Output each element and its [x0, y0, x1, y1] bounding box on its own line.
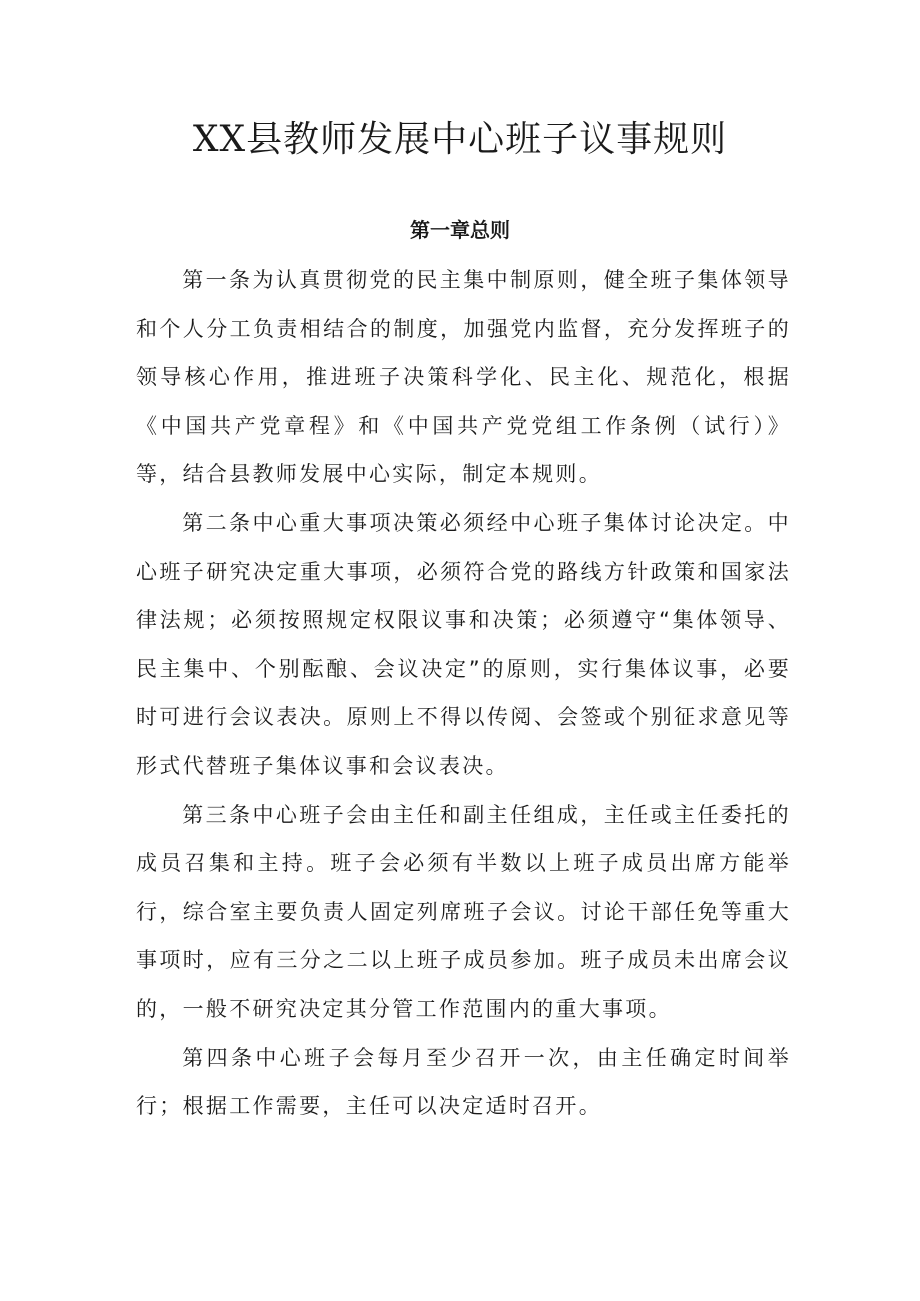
- article-paragraph: 第二条中心重大事项决策必须经中心班子集体讨论决定。中心班子研究决定重大事项，必须符合党的路线方针政策和国家法律法规；必须按照规定权限议事和决策；必须遵守“集体领导、民主集中、个别酝酿、会议决定”的原则，实行集体议事，必要时可进行会议表决。原则上不得以传阅、会签或个别征求意见等形式代替班子集体议事和会议表决。: [136, 510, 791, 778]
- document-body: [136, 256, 791, 1131]
- article-paragraph: 第四条中心班子会每月至少召开一次，由主任确定时间举行；根据工作需要，主任可以决定适时召开。: [136, 1045, 791, 1119]
- document-title: XX县教师发展中心班子议事规则: [192, 119, 728, 160]
- article-paragraph: 第三条中心班子会由主任和副主任组成，主任或主任委托的成员召集和主持。班子会必须有半数以上班子成员出席方能举行，综合室主要负责人固定列席班子会议。讨论干部任免等重大事项时，应有三分之二以上班子成员参加。班子成员未出席会议的，一般不研究决定其分管工作范围内的重大事项。: [136, 802, 791, 1021]
- article-paragraph: 第一条为认真贯彻党的民主集中制原则，健全班子集体领导和个人分工负责相结合的制度，加强党内监督，充分发挥班子的领导核心作用，推进班子决策科学化、民主化、规范化，根据《中国共产党章程》和《中国共产党党组工作条例（试行）》等，结合县教师发展中心实际，制定本规则。: [136, 268, 791, 487]
- chapter-heading: 第一章总则: [410, 218, 510, 242]
